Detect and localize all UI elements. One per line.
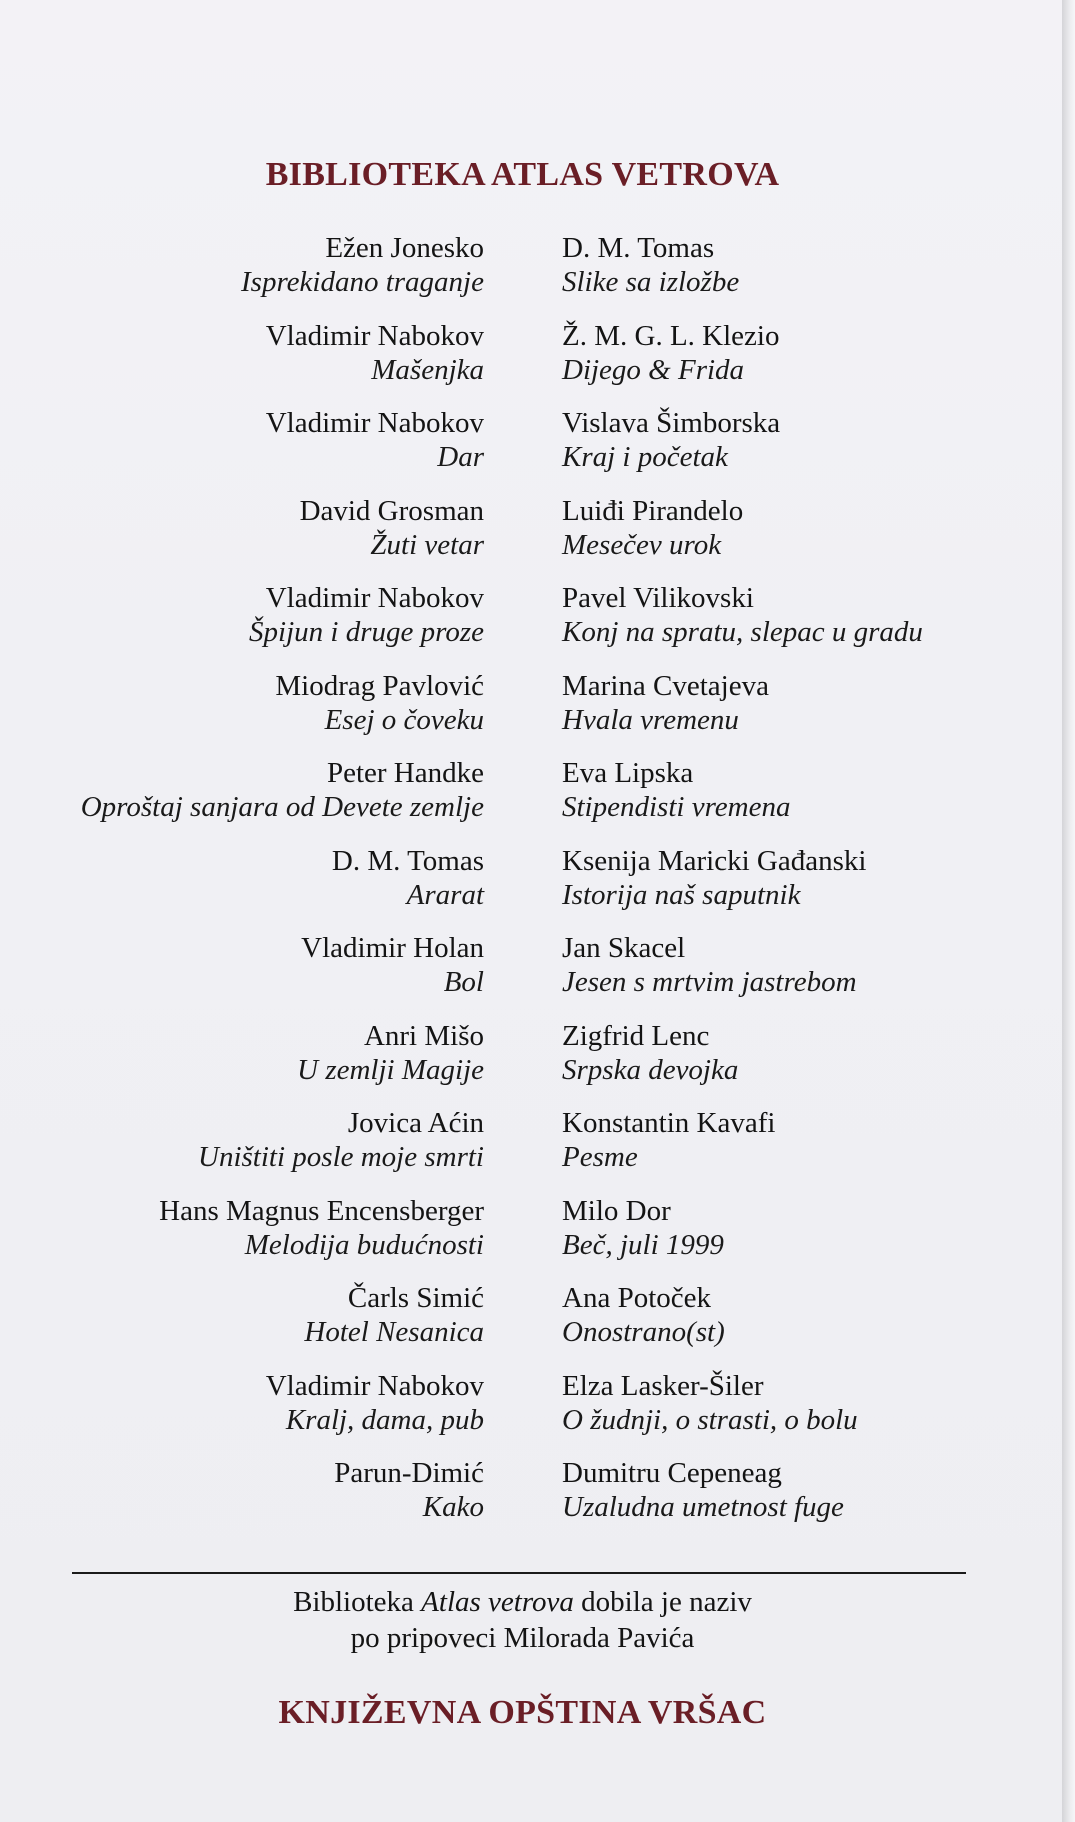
note-prefix: Biblioteka bbox=[293, 1586, 414, 1618]
list-item bbox=[562, 669, 769, 737]
list-item bbox=[275, 669, 484, 737]
author-name: Milo Dor bbox=[562, 1194, 671, 1227]
divider-line bbox=[72, 1572, 966, 1574]
note-line-1 bbox=[0, 1584, 1045, 1620]
book-title: Isprekidano traganje bbox=[241, 266, 484, 298]
book-title: Onostrano(st) bbox=[562, 1316, 725, 1348]
list-item bbox=[266, 1369, 484, 1437]
book-title: Oproštaj sanjara od Devete zemlje bbox=[80, 791, 484, 823]
list-item bbox=[562, 756, 790, 824]
author-name: Ž. M. G. L. Klezio bbox=[562, 319, 780, 352]
list-row bbox=[0, 406, 1062, 494]
book-title: Dar bbox=[437, 441, 484, 473]
author-name: Zigfrid Lenc bbox=[562, 1019, 710, 1052]
list-row bbox=[0, 319, 1062, 407]
list-item bbox=[562, 494, 743, 562]
book-title: Mašenjka bbox=[371, 353, 484, 386]
list-row bbox=[0, 1456, 1062, 1544]
list-row bbox=[0, 669, 1062, 757]
list-row bbox=[0, 756, 1062, 844]
author-name: Vladimir Nabokov bbox=[265, 407, 484, 439]
book-title: Melodija budućnosti bbox=[244, 1228, 484, 1261]
book-title: Kralj, dama, pub bbox=[285, 1403, 484, 1436]
author-name: Pavel Vilikovski bbox=[562, 582, 754, 614]
list-item bbox=[562, 1369, 858, 1437]
list-row bbox=[0, 1194, 1062, 1282]
book-title: Uništiti posle moje smrti bbox=[198, 1141, 484, 1173]
author-name: Peter Handke bbox=[326, 757, 484, 789]
book-title: Slike sa izložbe bbox=[562, 266, 740, 298]
list-item bbox=[562, 319, 779, 387]
author-name: D. M. Tomas bbox=[562, 232, 715, 264]
book-title: Jesen s mrtvim jastrebom bbox=[562, 966, 857, 998]
list-row bbox=[0, 1369, 1062, 1457]
list-item bbox=[266, 406, 484, 474]
series-title: BIBLIOTEKA ATLAS VETROVA bbox=[265, 156, 780, 193]
author-name: Jovica Aćin bbox=[347, 1107, 484, 1139]
book-title: Beč, juli 1999 bbox=[562, 1228, 724, 1261]
author-name: Čarls Simić bbox=[347, 1282, 484, 1314]
author-name: Anri Mišo bbox=[363, 1019, 484, 1052]
list-item bbox=[562, 1194, 724, 1262]
list-row bbox=[0, 1106, 1062, 1194]
publisher-name: KNJIŽEVNA OPŠTINA VRŠAC bbox=[278, 1694, 767, 1731]
list-row bbox=[0, 581, 1062, 669]
book-title: Kraj i početak bbox=[562, 441, 728, 473]
author-name: Jan Skacel bbox=[562, 932, 686, 964]
list-item bbox=[562, 1019, 738, 1087]
list-item bbox=[300, 494, 484, 562]
author-name: Marina Cvetajeva bbox=[562, 669, 769, 702]
book-title: Kako bbox=[422, 1491, 484, 1523]
list-item bbox=[304, 1281, 484, 1349]
book-title: Hvala vremenu bbox=[562, 703, 739, 736]
list-item bbox=[198, 1106, 484, 1174]
book-title: Žuti vetar bbox=[370, 528, 484, 561]
book-title: Pesme bbox=[562, 1141, 638, 1173]
author-name: Vislava Šimborska bbox=[562, 407, 781, 439]
series-note bbox=[0, 1584, 1045, 1656]
note-suffix: dobila je naziv bbox=[581, 1586, 752, 1618]
book-title: Uzaludna umetnost fuge bbox=[562, 1491, 844, 1523]
list-item bbox=[249, 581, 484, 649]
list-row bbox=[0, 1281, 1062, 1369]
author-name: Dumitru Cepeneag bbox=[562, 1457, 782, 1489]
author-name: Luiđi Pirandelo bbox=[562, 494, 744, 527]
book-title: Špijun i druge proze bbox=[249, 616, 484, 648]
author-name: Vladimir Nabokov bbox=[265, 319, 484, 352]
note-line-2: po pripoveci Milorada Pavića bbox=[350, 1622, 695, 1654]
list-item bbox=[562, 931, 857, 999]
author-name: Miodrag Pavlović bbox=[275, 669, 484, 702]
book-title: Mesečev urok bbox=[562, 528, 722, 561]
list-item bbox=[334, 1456, 484, 1524]
list-item bbox=[301, 931, 484, 999]
list-row bbox=[0, 844, 1062, 932]
list-item bbox=[332, 844, 484, 912]
list-item bbox=[562, 581, 923, 649]
book-title: Konj na spratu, slepac u gradu bbox=[562, 616, 923, 648]
list-row bbox=[0, 231, 1062, 319]
list-row bbox=[0, 1019, 1062, 1107]
note-series-name: Atlas vetrova bbox=[421, 1586, 574, 1618]
list-item bbox=[266, 319, 484, 387]
book-list bbox=[0, 231, 1062, 1544]
book-title: Stipendisti vremena bbox=[562, 791, 791, 823]
author-name: Ksenija Maricki Gađanski bbox=[562, 844, 867, 877]
author-name: Konstantin Kavafi bbox=[562, 1107, 776, 1139]
author-name: Vladimir Nabokov bbox=[265, 1369, 484, 1402]
author-name: Ežen Jonesko bbox=[325, 232, 484, 264]
author-name: Elza Lasker-Šiler bbox=[562, 1369, 764, 1402]
list-item bbox=[562, 844, 866, 912]
author-name: Vladimir Nabokov bbox=[265, 582, 484, 614]
list-item bbox=[241, 231, 484, 299]
list-item bbox=[297, 1019, 484, 1087]
list-row bbox=[0, 931, 1062, 1019]
list-row bbox=[0, 494, 1062, 582]
author-name: David Grosman bbox=[299, 494, 484, 527]
author-name: Parun-Dimić bbox=[334, 1457, 484, 1489]
list-item bbox=[159, 1194, 484, 1262]
author-name: D. M. Tomas bbox=[331, 844, 484, 877]
book-title: Hotel Nesanica bbox=[304, 1316, 484, 1348]
author-name: Ana Potoček bbox=[562, 1282, 711, 1314]
list-item bbox=[562, 1456, 844, 1524]
book-title: U zemlji Magije bbox=[297, 1053, 484, 1086]
list-item bbox=[81, 756, 484, 824]
list-item bbox=[562, 231, 739, 299]
list-item bbox=[562, 1281, 725, 1349]
book-title: Dijego & Frida bbox=[562, 353, 745, 386]
author-name: Eva Lipska bbox=[562, 757, 694, 789]
author-name: Vladimir Holan bbox=[301, 932, 484, 964]
book-title: Bol bbox=[443, 966, 484, 998]
author-name: Hans Magnus Encensberger bbox=[159, 1194, 484, 1227]
list-item bbox=[562, 1106, 775, 1174]
book-title: O žudnji, o strasti, o bolu bbox=[562, 1403, 858, 1436]
book-title: Istorija naš saputnik bbox=[562, 878, 801, 911]
page-edge bbox=[1062, 0, 1075, 1822]
list-item bbox=[562, 406, 780, 474]
book-title: Srpska devojka bbox=[562, 1053, 739, 1086]
book-title: Ararat bbox=[406, 878, 484, 911]
book-title: Esej o čoveku bbox=[324, 703, 484, 736]
